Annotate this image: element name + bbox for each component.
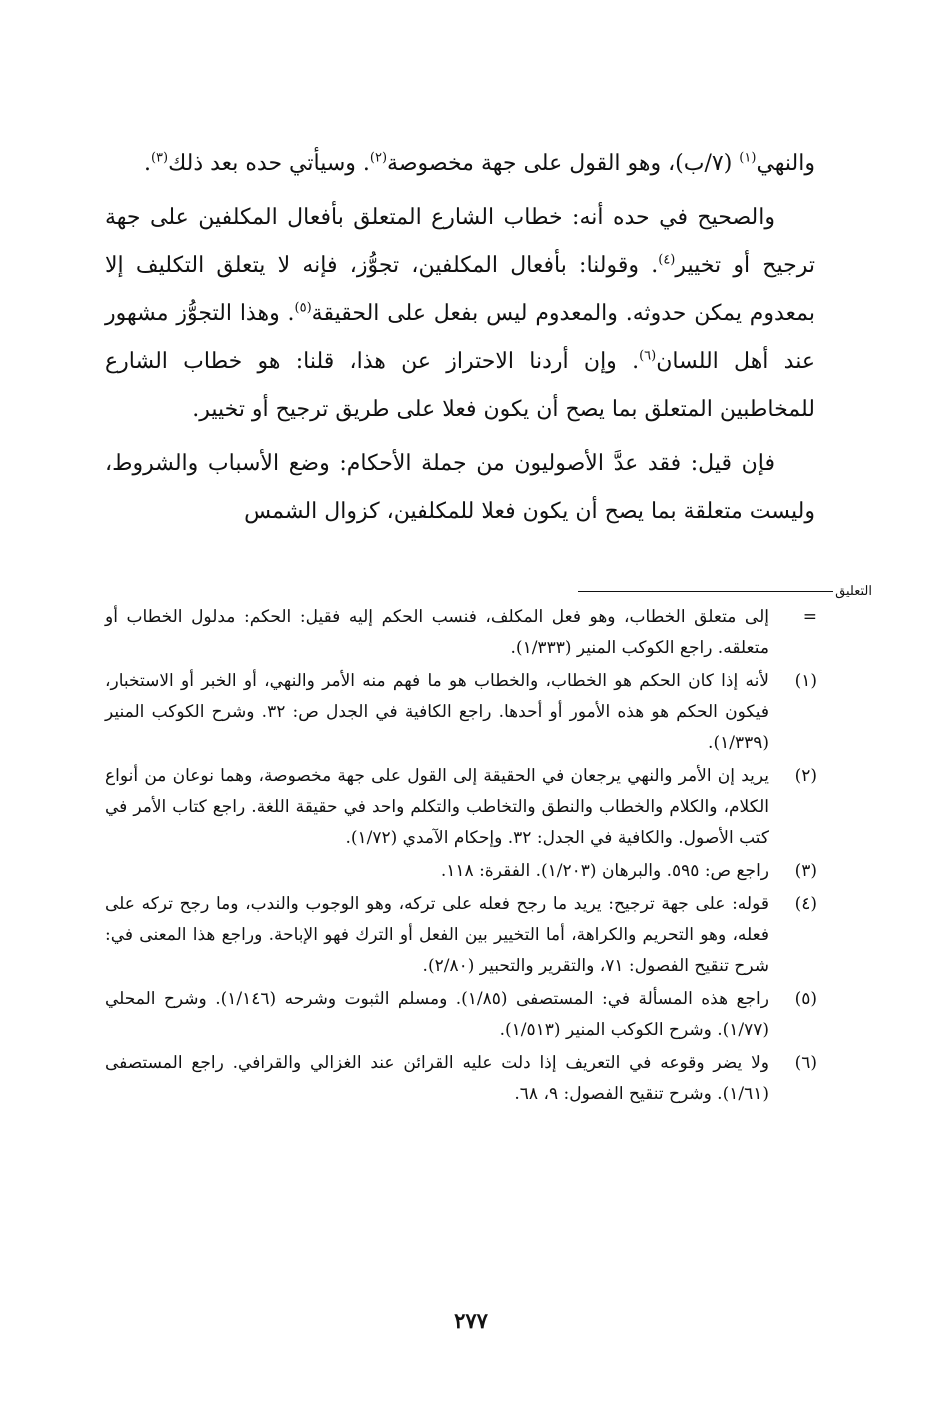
footnote-ref: (٥) — [294, 300, 312, 316]
footnote — [105, 602, 817, 664]
separator-line — [578, 591, 833, 592]
paragraph — [105, 140, 815, 188]
footnote-text: راجع ص: ٥٩٥. والبرهان (١/٢٠٣). الفقرة: ١١٨. — [440, 861, 769, 881]
text-run: (٧/ب)، وهو القول على جهة مخصوصة — [387, 151, 740, 176]
footnote-text: ولا يضر وقوعه في التعريف إذا دلت عليه القرائن عند الغزالي والقرافي. راجع المستصفى (١/٦١). وشرح تنقيح الفصول: ٩، ٦٨. — [105, 1053, 769, 1104]
footnote-mark: (٢) — [794, 766, 817, 786]
text-run: فإن قيل: فقد عدَّ الأصوليون من جملة الأحكام: وضع الأسباب والشروط، وليست متعلقة بما يصح أن يكون فعلا للمكلفين، كزوال الشمس — [105, 451, 815, 524]
footnote-mark: (٣) — [794, 861, 817, 881]
footnote-ref: (٢) — [369, 150, 388, 166]
paragraph — [105, 440, 815, 536]
footnote — [105, 761, 817, 854]
footnote-mark: (٤) — [794, 894, 817, 914]
text-run: والصحيح في حده أنه: خطاب الشارع المتعلق بأفعال المكلفين على جهة ترجيح أو تخيير — [105, 205, 815, 278]
separator-label: التعليق — [835, 584, 872, 599]
text-run: . وقولنا: بأفعال المكلفين، تجوُّز، فإنه لا يتعلق التكليف إلا بمعدوم يمكن حدوثه. والمعدوم ليس بفعل على الحقيقة — [105, 253, 816, 326]
main-text — [105, 140, 815, 536]
footnotes — [105, 602, 817, 1112]
text-run: . وإن أردنا الاحتراز عن هذا، قلنا: هو خطاب الشارع للمخاطبين المتعلق بما يصح أن يكون فعلا على طريق ترجيح أو تخيير. — [105, 349, 815, 422]
text-run: والنهي — [756, 151, 815, 176]
footnote-text: قوله: على جهة ترجيح: يريد ما رجح فعله على تركه، وهو الوجوب والندب، وما رجح تركه على فعله، وهو التحريم والكراهة، أما التخيير بين الفعل أو الترك فهو الإباحة. وراجع هذا المعنى في: شرح تنقيح الفصول: ٧١، والتقرير والتحبير (٢/٨٠). — [105, 894, 769, 976]
footnote — [105, 1048, 817, 1110]
footnote-text: راجع هذه المسألة في: المستصفى (١/٨٥). ومسلم الثبوت وشرحه (١/١٤٦). وشرح المحلي (١/٧٧). وشرح الكوكب المنير (١/٥١٣). — [105, 989, 769, 1040]
footnote-separator — [578, 584, 872, 599]
footnote — [105, 984, 817, 1046]
footnote-text: يريد إن الأمر والنهي يرجعان في الحقيقة إلى القول على جهة مخصوصة، وهما نوعان من أنواع الكلام، والكلام والخطاب والنطق والتخاطب والتكلم واحد في حقيقة اللغة. راجع كتاب الأمر في كتب الأصول. والكافية في الجدل: ٣٢. وإحكام الآمدي (١/٧٢). — [105, 766, 769, 848]
footnote-text: لأنه إذا كان الحكم هو الخطاب، والخطاب هو ما فهم منه الأمر والنهي، أو الخبر أو الاستخبار، فيكون الحكم هو هذه الأمور أو أحدها. راجع الكافية في الجدل ص: ٣٢. وشرح الكوكب المنير (١/٣٣٩). — [105, 671, 770, 753]
footnote-ref: (٦) — [639, 348, 657, 364]
footnote-text: إلى متعلق الخطاب، وهو فعل المكلف، فنسب الحكم إليه فقيل: الحكم: مدلول الخطاب أو متعلقه. راجع الكوكب المنير (١/٣٣٣). — [105, 607, 769, 658]
text-run: . — [143, 151, 151, 176]
footnote — [105, 666, 817, 759]
footnote-ref: (٣) — [150, 150, 169, 166]
footnote — [105, 856, 817, 887]
paragraph — [105, 194, 815, 434]
text-run: . وسيأتي حده بعد ذلك — [168, 151, 370, 176]
footnote-mark: = — [802, 607, 817, 627]
footnote-ref: (٤) — [658, 252, 676, 268]
footnote-mark: (١) — [794, 671, 817, 691]
footnote — [105, 889, 817, 982]
text-run: . وهذا التجوُّز مشهور عند أهل اللسان — [105, 301, 815, 374]
footnote-mark: (٥) — [794, 989, 817, 1009]
footnote-ref: (١) — [739, 150, 757, 166]
footnote-mark: (٦) — [794, 1053, 817, 1073]
page-number: ٢٧٧ — [454, 1308, 488, 1333]
